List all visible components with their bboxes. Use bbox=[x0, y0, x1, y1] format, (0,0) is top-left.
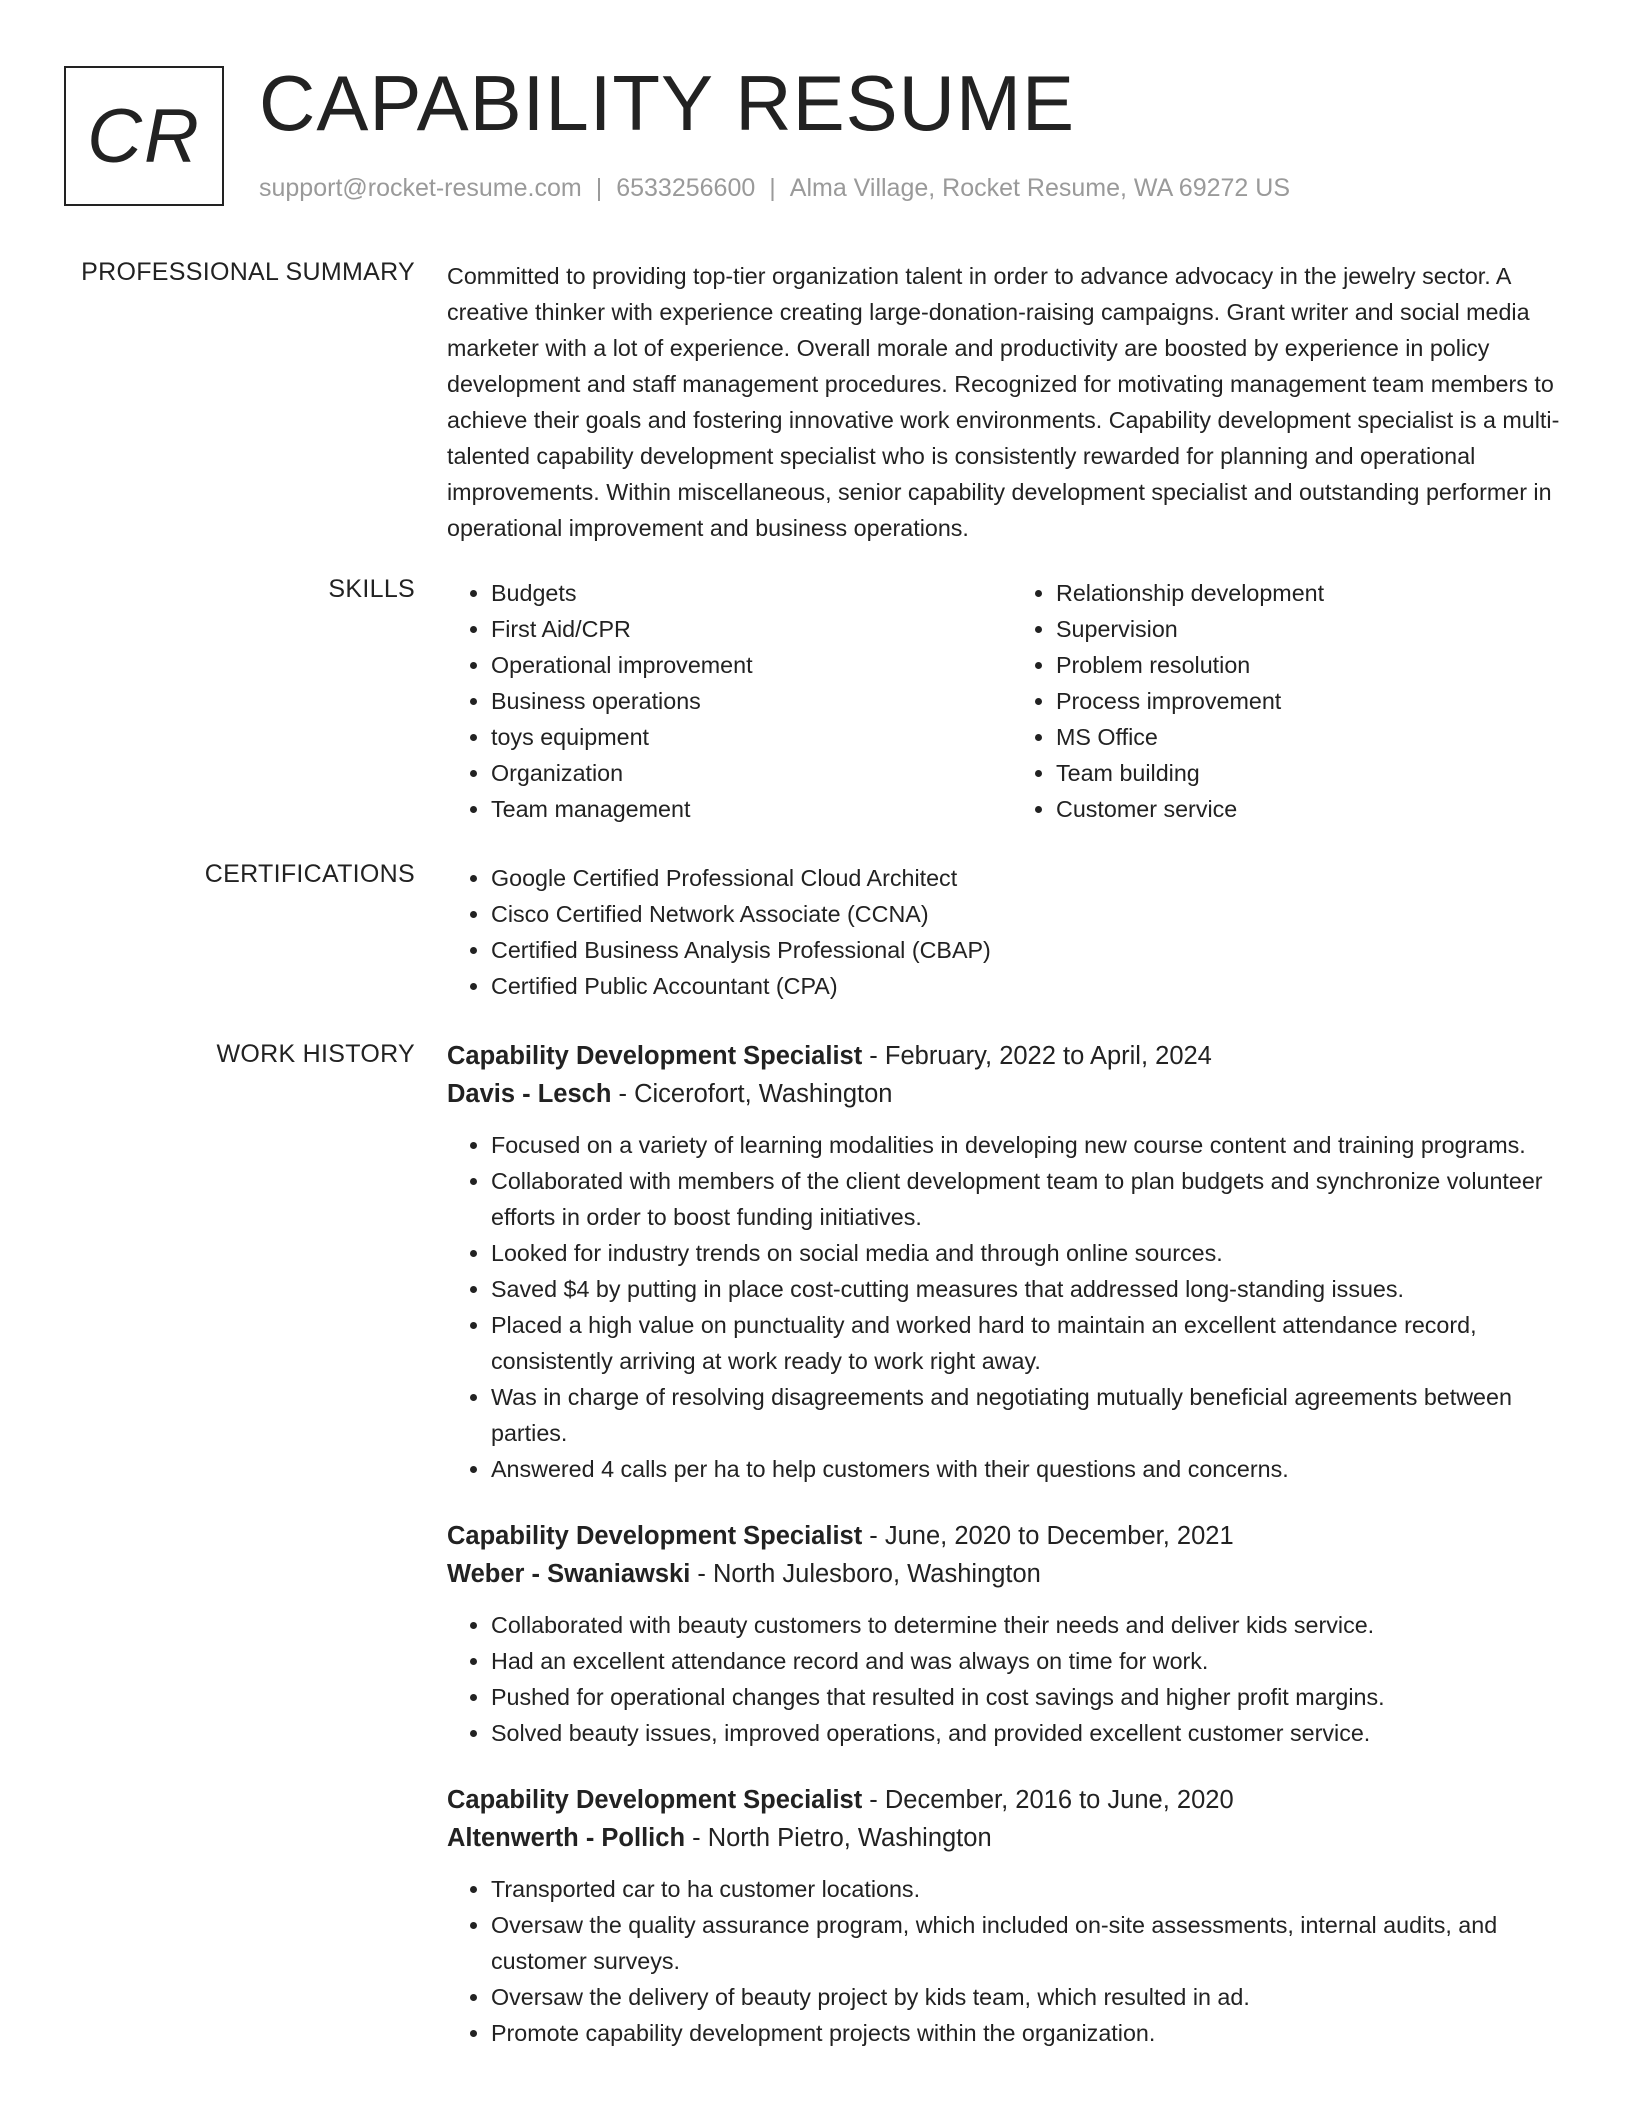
job-dates: - June, 2020 to December, 2021 bbox=[862, 1522, 1234, 1550]
summary-text: Committed to providing top-tier organization talent in order to advance advocacy in the jewelry sector. A creative thinker with experience creating large-donation-raising campaigns. Grant writer and social media marketer with a lot of experience. Overall morale and productivity are boosted by experience in policy development and staff management procedures. Recognized for motivating management team members to achieve their goals and fostering innovative work environments. Capability development specialist is a multi-talented capability development specialist who is consistently rewarded for planning and operational improvements. Within miscellaneous, senior capability development specialist and outstanding performer in operational improvement and business operations. bbox=[447, 263, 1560, 541]
skill-item: • Customer service bbox=[1056, 791, 1577, 827]
skill-item: • Relationship development bbox=[1056, 575, 1577, 611]
job-title: Capability Development Specialist bbox=[447, 1522, 863, 1550]
contact-phone: 6533256600 bbox=[616, 174, 756, 202]
job-bullet: • Answered 4 calls per ha to help customers with their questions and concerns. bbox=[491, 1451, 1577, 1487]
skill-item: • Team management bbox=[491, 791, 1012, 827]
job-bullet: • Placed a high value on punctuality and worked hard to maintain an excellent attendance record, consistently arriving at work ready to work right away. bbox=[491, 1307, 1577, 1379]
job-bullets bbox=[447, 1607, 1577, 1751]
contact-email: support@rocket-resume.com bbox=[259, 174, 582, 202]
skill-item: • MS Office bbox=[1056, 719, 1577, 755]
job-bullet: • Had an excellent attendance record and was always on time for work. bbox=[491, 1643, 1577, 1679]
skill-item: • Team building bbox=[1056, 755, 1577, 791]
job-dates: - February, 2022 to April, 2024 bbox=[862, 1042, 1212, 1070]
summary-content bbox=[447, 258, 1577, 546]
job-company-line bbox=[447, 1555, 1577, 1593]
job-dates: - December, 2016 to June, 2020 bbox=[862, 1786, 1234, 1814]
contact-address: Alma Village, Rocket Resume, WA 69272 US bbox=[789, 174, 1290, 202]
job-entry bbox=[447, 1781, 1577, 2051]
job-bullet: • Oversaw the quality assurance program, which included on-site assessments, internal audits, and customer surveys. bbox=[491, 1907, 1577, 1979]
skills-list-left bbox=[447, 575, 1012, 827]
monogram-initials: CR bbox=[87, 93, 201, 179]
job-bullets bbox=[447, 1127, 1577, 1487]
job-bullet: • Pushed for operational changes that resulted in cost savings and higher profit margins. bbox=[491, 1679, 1577, 1715]
job-location: - North Pietro, Washington bbox=[685, 1824, 992, 1852]
skill-item: • First Aid/CPR bbox=[491, 611, 1012, 647]
skill-item: • Supervision bbox=[1056, 611, 1577, 647]
job-title-line bbox=[447, 1037, 1577, 1075]
skill-item: • toys equipment bbox=[491, 719, 1012, 755]
job-company: Davis - Lesch bbox=[447, 1080, 612, 1108]
work-history-label: WORK HISTORY bbox=[216, 1040, 415, 1068]
work-history-content bbox=[447, 1037, 1577, 2051]
skill-item: • Problem resolution bbox=[1056, 647, 1577, 683]
certification-item: • Google Certified Professional Cloud Architect bbox=[491, 860, 1577, 896]
certification-item: • Cisco Certified Network Associate (CCNA) bbox=[491, 896, 1577, 932]
certifications-content bbox=[447, 860, 1577, 1004]
certification-item: • Certified Public Accountant (CPA) bbox=[491, 968, 1577, 1004]
job-location: - Cicerofort, Washington bbox=[611, 1080, 893, 1108]
job-bullet: • Transported car to ha customer locations. bbox=[491, 1871, 1577, 1907]
job-entry bbox=[447, 1517, 1577, 1751]
job-bullet: • Looked for industry trends on social media and through online sources. bbox=[491, 1235, 1577, 1271]
job-company-line bbox=[447, 1819, 1577, 1857]
contact-line bbox=[259, 174, 1290, 203]
job-bullet: • Saved $4 by putting in place cost-cutting measures that addressed long-standing issues. bbox=[491, 1271, 1577, 1307]
resume-header bbox=[64, 59, 1572, 216]
skill-item: • Organization bbox=[491, 755, 1012, 791]
certifications-list bbox=[447, 860, 1577, 1004]
job-bullet: • Solved beauty issues, improved operations, and provided excellent customer service. bbox=[491, 1715, 1577, 1751]
monogram-box bbox=[64, 66, 224, 206]
job-title-line bbox=[447, 1517, 1577, 1555]
skill-item: • Operational improvement bbox=[491, 647, 1012, 683]
skill-item: • Budgets bbox=[491, 575, 1012, 611]
job-bullet: • Focused on a variety of learning modalities in developing new course content and training programs. bbox=[491, 1127, 1577, 1163]
job-entry bbox=[447, 1037, 1577, 1487]
job-company: Altenwerth - Pollich bbox=[447, 1824, 686, 1852]
skills-list-right bbox=[1012, 575, 1577, 827]
certifications-label: CERTIFICATIONS bbox=[204, 860, 415, 888]
certification-item: • Certified Business Analysis Professional (CBAP) bbox=[491, 932, 1577, 968]
job-bullet: • Collaborated with members of the client development team to plan budgets and synchronize volunteer efforts in order to boost funding initiatives. bbox=[491, 1163, 1577, 1235]
job-title-line bbox=[447, 1781, 1577, 1819]
job-bullet: • Was in charge of resolving disagreements and negotiating mutually beneficial agreements between parties. bbox=[491, 1379, 1577, 1451]
contact-separator: | bbox=[769, 174, 776, 202]
job-bullet: • Promote capability development projects within the organization. bbox=[491, 2015, 1577, 2051]
job-title: Capability Development Specialist bbox=[447, 1786, 863, 1814]
job-bullet: • Oversaw the delivery of beauty project by kids team, which resulted in ad. bbox=[491, 1979, 1577, 2015]
resume-name: CAPABILITY RESUME bbox=[259, 59, 1076, 147]
skill-item: • Process improvement bbox=[1056, 683, 1577, 719]
job-location: - North Julesboro, Washington bbox=[690, 1560, 1041, 1588]
job-bullet: • Collaborated with beauty customers to determine their needs and deliver kids service. bbox=[491, 1607, 1577, 1643]
job-company-line bbox=[447, 1075, 1577, 1113]
skills-label: SKILLS bbox=[328, 575, 415, 603]
job-title: Capability Development Specialist bbox=[447, 1042, 863, 1070]
skills-content bbox=[447, 575, 1577, 827]
job-company: Weber - Swaniawski bbox=[447, 1560, 691, 1588]
contact-separator: | bbox=[595, 174, 603, 202]
summary-label: PROFESSIONAL SUMMARY bbox=[81, 258, 415, 286]
job-bullets bbox=[447, 1871, 1577, 2051]
skill-item: • Business operations bbox=[491, 683, 1012, 719]
